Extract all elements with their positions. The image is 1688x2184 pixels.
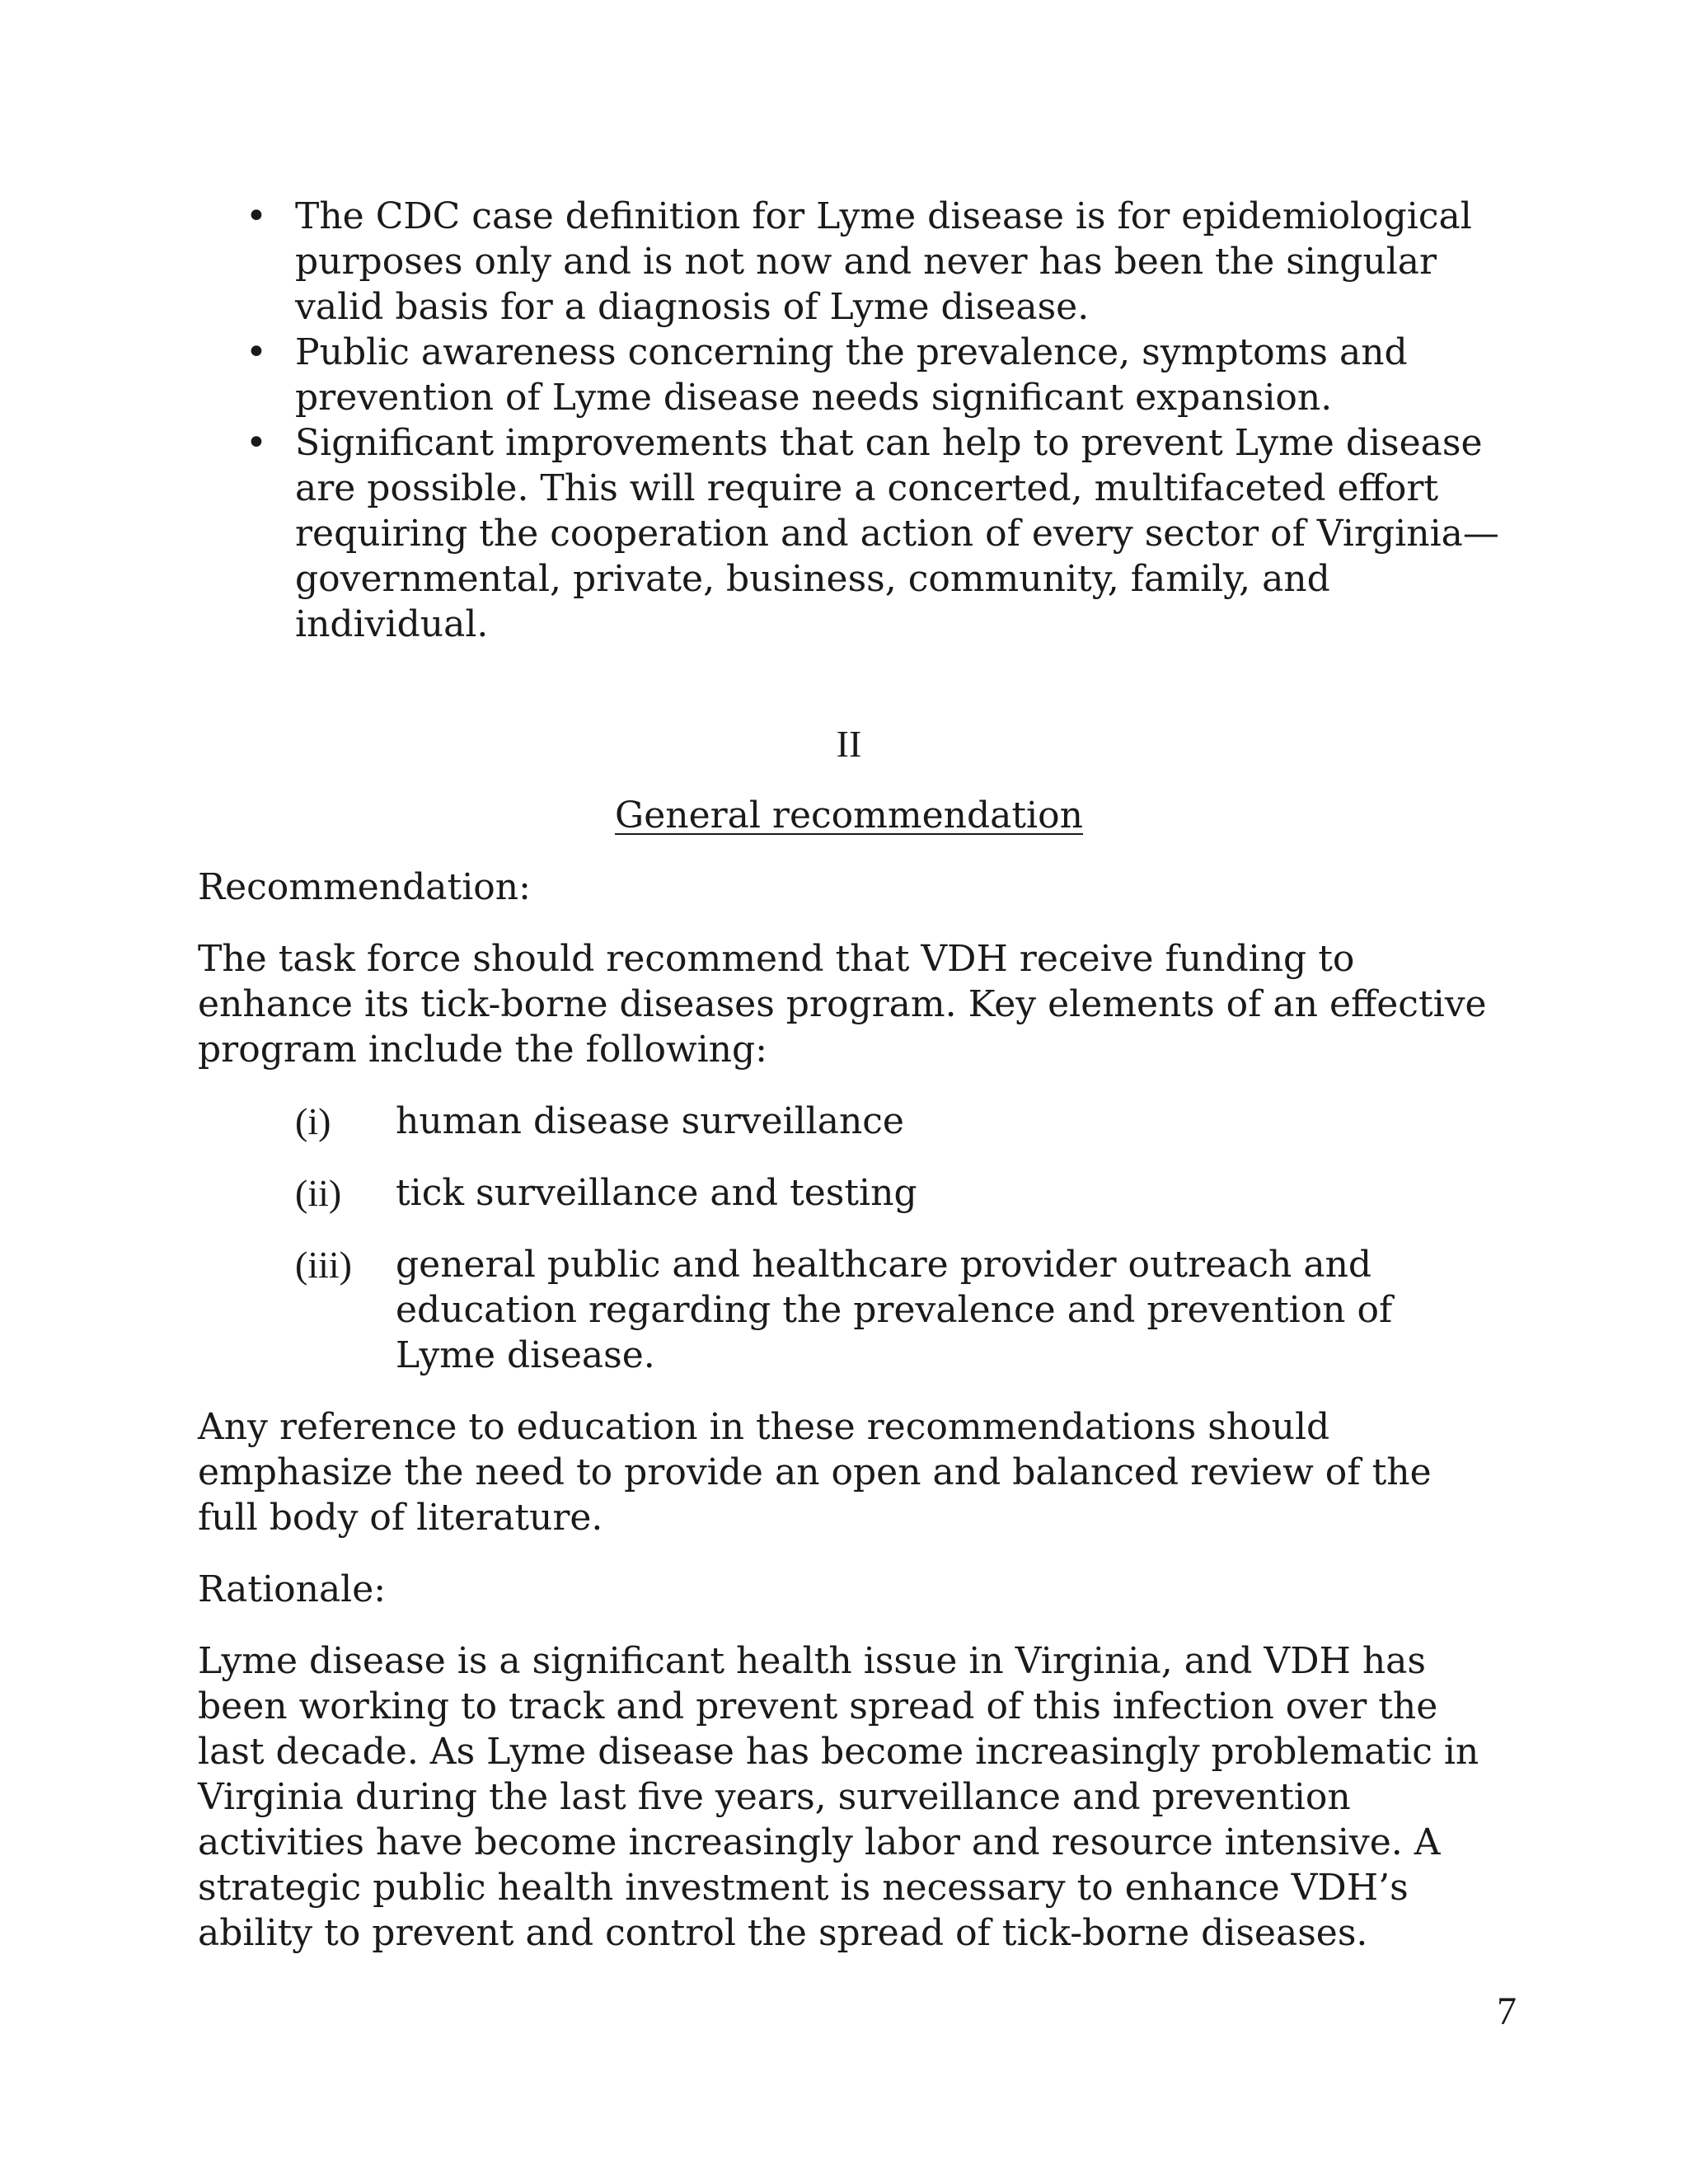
bullet-text: Public awareness concerning the prevalence, symptoms and prevention of Lyme disease needs significant expansion. xyxy=(295,331,1408,419)
findings-bullet-list xyxy=(198,194,1500,647)
bullet-text: Significant improvements that can help to prevent Lyme disease are possible. This will require a concerted, multifaceted effort requiring the cooperation and action of every sector of Virginia—governmental, private, business, community, family, and individual. xyxy=(295,422,1499,645)
section-title: General recommendation xyxy=(615,794,1083,837)
recommendation-intro: The task force should recommend that VDH receive funding to enhance its tick-borne diseases program. Key elements of an effective program include the following: xyxy=(198,938,1487,1071)
bullet-text: The CDC case definition for Lyme disease is for epidemiological purposes only and is not now and never has been the singular valid basis for a diagnosis of Lyme disease. xyxy=(295,195,1472,328)
page-number: 7 xyxy=(1497,1990,1517,2033)
item-text: human disease surveillance xyxy=(396,1100,904,1142)
recommendation-label: Recommendation: xyxy=(198,866,531,908)
program-element-item xyxy=(198,1170,1500,1216)
program-element-item xyxy=(198,1242,1500,1378)
bullet-item xyxy=(198,330,1500,420)
program-elements-list xyxy=(198,1099,1500,1378)
bullet-icon: • xyxy=(246,331,267,373)
program-element-item xyxy=(198,1099,1500,1144)
item-text: tick surveillance and testing xyxy=(396,1172,917,1214)
bullet-icon: • xyxy=(246,422,267,464)
item-number: (iii) xyxy=(295,1244,352,1286)
item-text: general public and healthcare provider outreach and education regarding the prevalence and prevention of Lyme disease. xyxy=(396,1244,1393,1376)
bullet-item xyxy=(198,194,1500,330)
rationale-label: Rationale: xyxy=(198,1568,387,1610)
item-number: (ii) xyxy=(295,1172,342,1214)
education-note: Any reference to education in these recommendations should emphasize the need to provide an open and balanced review of the full body of literature. xyxy=(198,1406,1432,1539)
section-number: II xyxy=(836,723,862,765)
document-page xyxy=(198,194,1500,1956)
rationale-text: Lyme disease is a significant health issue in Virginia, and VDH has been working to track and prevent spread of this infection over the last decade. As Lyme disease has become increasingly problematic in Virginia during the last five years, surveillance and prevention activities have become increasingly labor and resource intensive. A strategic public health investment is necessary to enhance VDH’s ability to prevent and control the spread of tick-borne diseases. xyxy=(198,1640,1479,1954)
bullet-icon: • xyxy=(246,195,267,237)
item-number: (i) xyxy=(295,1100,331,1142)
bullet-item xyxy=(198,420,1500,647)
